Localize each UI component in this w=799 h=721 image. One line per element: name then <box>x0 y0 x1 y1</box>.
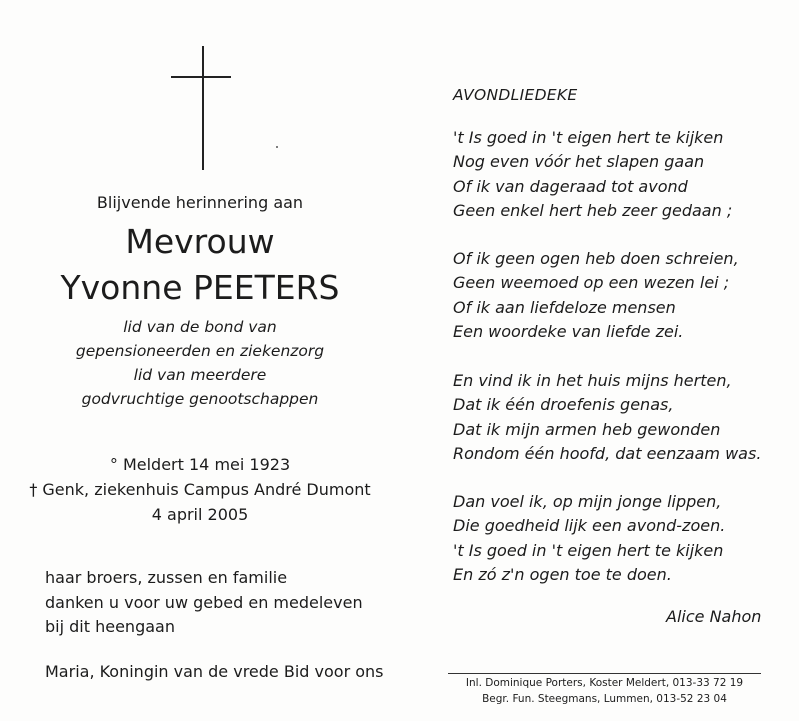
membership-line: lid van de bond van <box>123 318 277 336</box>
poem-author: Alice Nahon <box>666 607 762 626</box>
cross-icon <box>171 46 231 170</box>
thanks-line: haar broers, zussen en familie <box>45 568 288 587</box>
divider <box>448 673 761 674</box>
printer-line: Begr. Fun. Steegmans, Lummen, 013-52 23 04 <box>482 693 727 705</box>
birth-line: ° Meldert 14 mei 1923 <box>109 455 291 474</box>
poem-line: Dan voel ik, op mijn jonge lippen, <box>453 492 722 511</box>
poem-line: Een woordeke van liefde zei. <box>453 321 684 341</box>
remembrance-line: Blijvende herinnering aan <box>96 193 304 212</box>
poem-line: Geen enkel hert heb zeer gedaan ; <box>453 200 733 220</box>
paper-speck <box>276 146 278 148</box>
poem-line: En vind ik in het huis mijns herten, <box>453 371 732 390</box>
poem-stanza <box>453 369 761 466</box>
death-place-line: † Genk, ziekenhuis Campus André Dumont <box>29 480 371 499</box>
poem-line: Die goedheid lijk een avond-zoen. <box>453 516 726 536</box>
poem-line: Of ik aan liefdeloze mensen <box>453 297 676 317</box>
membership-line: godvruchtige genootschappen <box>81 390 319 408</box>
poem-stanza <box>453 490 725 587</box>
poem-line: Dat ik één droefenis genas, <box>453 395 674 415</box>
thanks-line: danken u voor uw gebed en medeleven <box>45 593 363 612</box>
poem-line: 't Is goed in 't eigen hert te kijken <box>453 128 724 147</box>
poem-stanza <box>453 126 732 223</box>
honorific: Mevrouw <box>125 222 275 261</box>
death-date-line: 4 april 2005 <box>151 505 249 524</box>
thanks-line: bij dit heengaan <box>45 617 175 636</box>
poem-line: Geen weemoed op een wezen lei ; <box>453 273 730 293</box>
membership-line: lid van meerdere <box>133 366 267 384</box>
poem-line: Nog even vóór het slapen gaan <box>453 152 705 172</box>
poem-line: Dat ik mijn armen heb gewonden <box>453 419 721 439</box>
printer-line: Inl. Dominique Porters, Koster Meldert, 013-33 72 19 <box>465 677 744 689</box>
poem-line: 't Is goed in 't eigen hert te kijken <box>453 540 724 560</box>
poem-line: Of ik geen ogen heb doen schreien, <box>453 249 739 268</box>
poem-line: Of ik van dageraad tot avond <box>453 176 688 196</box>
membership-line: gepensioneerden en ziekenzorg <box>75 342 325 360</box>
deceased-name: Yvonne PEETERS <box>60 268 340 307</box>
prayer-line: Maria, Koningin van de vrede Bid voor ons <box>45 662 384 681</box>
poem-line: Rondom één hoofd, dat eenzaam was. <box>453 443 762 463</box>
poem-stanza <box>453 247 739 344</box>
poem-title: AVONDLIEDEKE <box>453 86 578 104</box>
poem-line: En zó z'n ogen toe te doen. <box>453 564 672 584</box>
